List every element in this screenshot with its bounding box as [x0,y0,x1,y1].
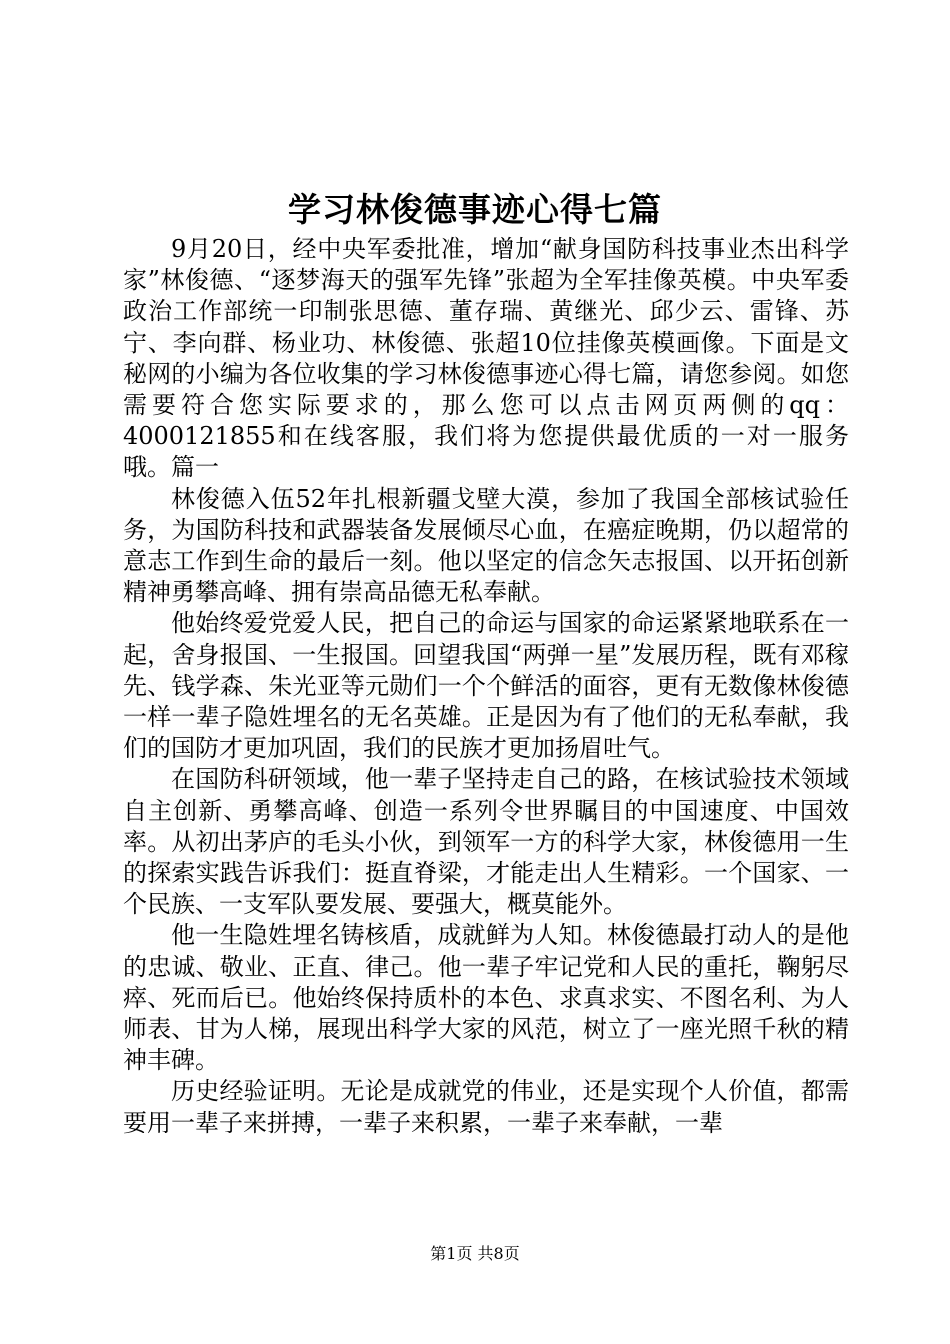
paragraph: 他一生隐姓埋名铸核盾，成就鲜为人知。林俊德最打动人的是他的忠诚、敬业、正直、律己。他一辈子牢记党和人民的重托，鞠躬尽瘁、死而后已。他始终保持质朴的本色、求真求实、不图名利、为人师表、甘为人梯，展现出科学大家的风范，树立了一座光照千秋的精神丰碑。 [123,921,849,1075]
paragraph: 历史经验证明。无论是成就党的伟业，还是实现个人价值，都需要用一辈子来拼搏，一辈子来积累，一辈子来奉献，一辈 [123,1077,849,1137]
page-number-footer: 第1页 共8页 [430,1244,520,1263]
paragraph: 9月20日，经中央军委批准，增加“献身国防科技事业杰出科学家”林俊德、“逐梦海天的强军先锋”张超为全军挂像英模。中央军委政治工作部统一印制张思德、董存瑞、黄继光、邱少云、雷锋、苏宁、李向群、杨业功、林俊德、张超10位挂像英模画像。下面是文秘网的小编为各位收集的学习林俊德事迹心得七篇，请您参阅。如您需要符合您实际要求的，那么您可以点击网页两侧的qq：4000121855和在线客服，我们将为您提供最优质的一对一服务哦。篇一 [123,235,849,482]
paragraph: 在国防科研领域，他一辈子坚持走自己的路，在核试验技术领域自主创新、勇攀高峰、创造一系列令世界瞩目的中国速度、中国效率。从初出茅庐的毛头小伙，到领军一方的科学大家，林俊德用一生的探索实践告诉我们：挺直脊梁，才能走出人生精彩。一个国家、一个民族、一支军队要发展、要强大，概莫能外。 [123,765,849,919]
document-title: 学习林俊德事迹心得七篇 [288,190,662,229]
document-body [123,234,849,1139]
paragraph: 林俊德入伍52年扎根新疆戈壁大漠，参加了我国全部核试验任务，为国防科技和武器装备发展倾尽心血，在癌症晚期，仍以超常的意志工作到生命的最后一刻。他以坚定的信念矢志报国、以开拓创新精神勇攀高峰、拥有崇高品德无私奉献。 [123,484,849,607]
paragraph: 他始终爱党爱人民，把自己的命运与国家的命运紧紧地联系在一起，舍身报国、一生报国。回望我国“两弹一星”发展历程，既有邓稼先、钱学森、朱光亚等元勋们一个个鲜活的面容，更有无数像林俊德一样一辈子隐姓埋名的无名英雄。正是因为有了他们的无私奉献，我们的国防才更加巩固，我们的民族才更加扬眉吐气。 [123,609,849,763]
